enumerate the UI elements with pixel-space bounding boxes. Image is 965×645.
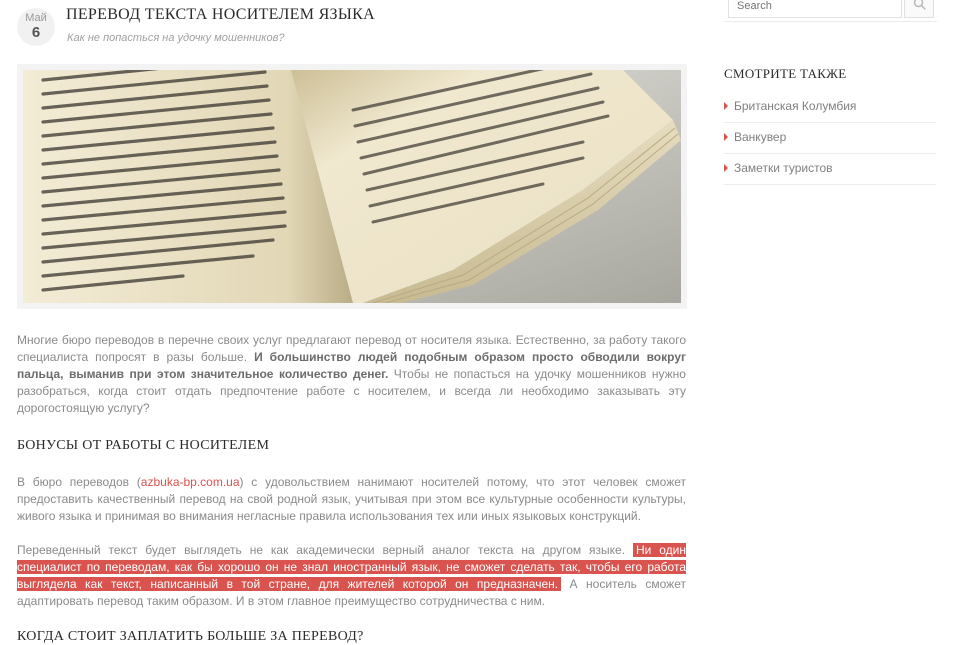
paragraph-translation-start: Переведенный текст будет выглядеть не как академически верный аналог текста на другом языке. (17, 543, 633, 557)
paragraph-translation (17, 542, 686, 610)
paragraph-intro-text: Многие бюро переводов в перечне своих услуг предлагают перевод от носителя языка. Естественно, за работу такого специалиста попросят в разы больше. (17, 333, 686, 364)
paragraph-bonuses (17, 474, 686, 525)
paragraph-intro (17, 332, 686, 417)
paragraph-intro-tail: Чтобы не попасться на удочку мошенников нужно разобраться, когда стоит отдать предпочтение работе с носителем, и всегда ли необходимо заказывать эту дорогостоящую услугу? (17, 367, 686, 415)
paragraph-bonuses-start: В бюро переводов ( (17, 475, 141, 489)
triangle-bullet-icon (724, 102, 728, 110)
see-also-heading: СМОТРИТЕ ТАКЖЕ (724, 66, 847, 81)
post-image-frame (17, 64, 687, 309)
agency-link[interactable]: azbuka-bp.com.ua (140, 475, 240, 489)
post-date-badge (17, 8, 55, 46)
see-also-item (724, 154, 936, 185)
section-heading-when-pay-more: КОГДА СТОИТ ЗАПЛАТИТЬ БОЛЬШЕ ЗА ПЕРЕВОД? (17, 629, 364, 644)
post-subtitle: Как не попасться на удочку мошенников? (67, 32, 285, 44)
section-heading-bonuses: БОНУСЫ ОТ РАБОТЫ С НОСИТЕЛЕМ (17, 438, 270, 453)
highlighted-quote: Ни один специалист по переводам, как бы хорошо он не знал иностранный язык, не сможет сделать так, чтобы его работа выглядела как текст, написанный в той стране, для жителей которой он предназначен. (17, 543, 686, 591)
search-icon (913, 0, 927, 11)
open-book-image (23, 70, 681, 303)
post-date-day: 6 (31, 24, 41, 41)
post-date-month: Май (25, 12, 47, 24)
see-also-link-tourist-notes[interactable]: Заметки туристов (734, 161, 833, 175)
triangle-bullet-icon (724, 133, 728, 141)
triangle-bullet-icon (724, 164, 728, 172)
see-also-link-vancouver[interactable]: Ванкувер (734, 130, 787, 144)
search-input[interactable] (728, 0, 902, 18)
paragraph-translation-rest: А носитель сможет адаптировать перевод таким образом. И в этом главное преимущество сотрудничества с ним. (17, 577, 686, 608)
search-divider (724, 21, 937, 22)
see-also-list (724, 92, 936, 185)
post-title[interactable]: ПЕРЕВОД ТЕКСТА НОСИТЕЛЕМ ЯЗЫКА (66, 6, 375, 23)
see-also-item (724, 123, 936, 154)
see-also-link-british-columbia[interactable]: Британская Колумбия (734, 99, 857, 113)
paragraph-intro-bold: И большинство людей подобным образом просто обводили вокруг пальца, выманив при этом значительное количество денег. (17, 350, 686, 381)
article-body (17, 332, 686, 645)
search-button[interactable] (904, 0, 934, 18)
see-also-item (724, 92, 936, 123)
paragraph-bonuses-rest: ) с удовольствием нанимают носителей потому, что этот человек сможет предоставить качественный перевод на свой родной язык, учитывая при этом все культурные особенности культуры, живого языка и принимая во внимания негласные правила использования тех или иных языковых конструкций. (17, 475, 687, 523)
